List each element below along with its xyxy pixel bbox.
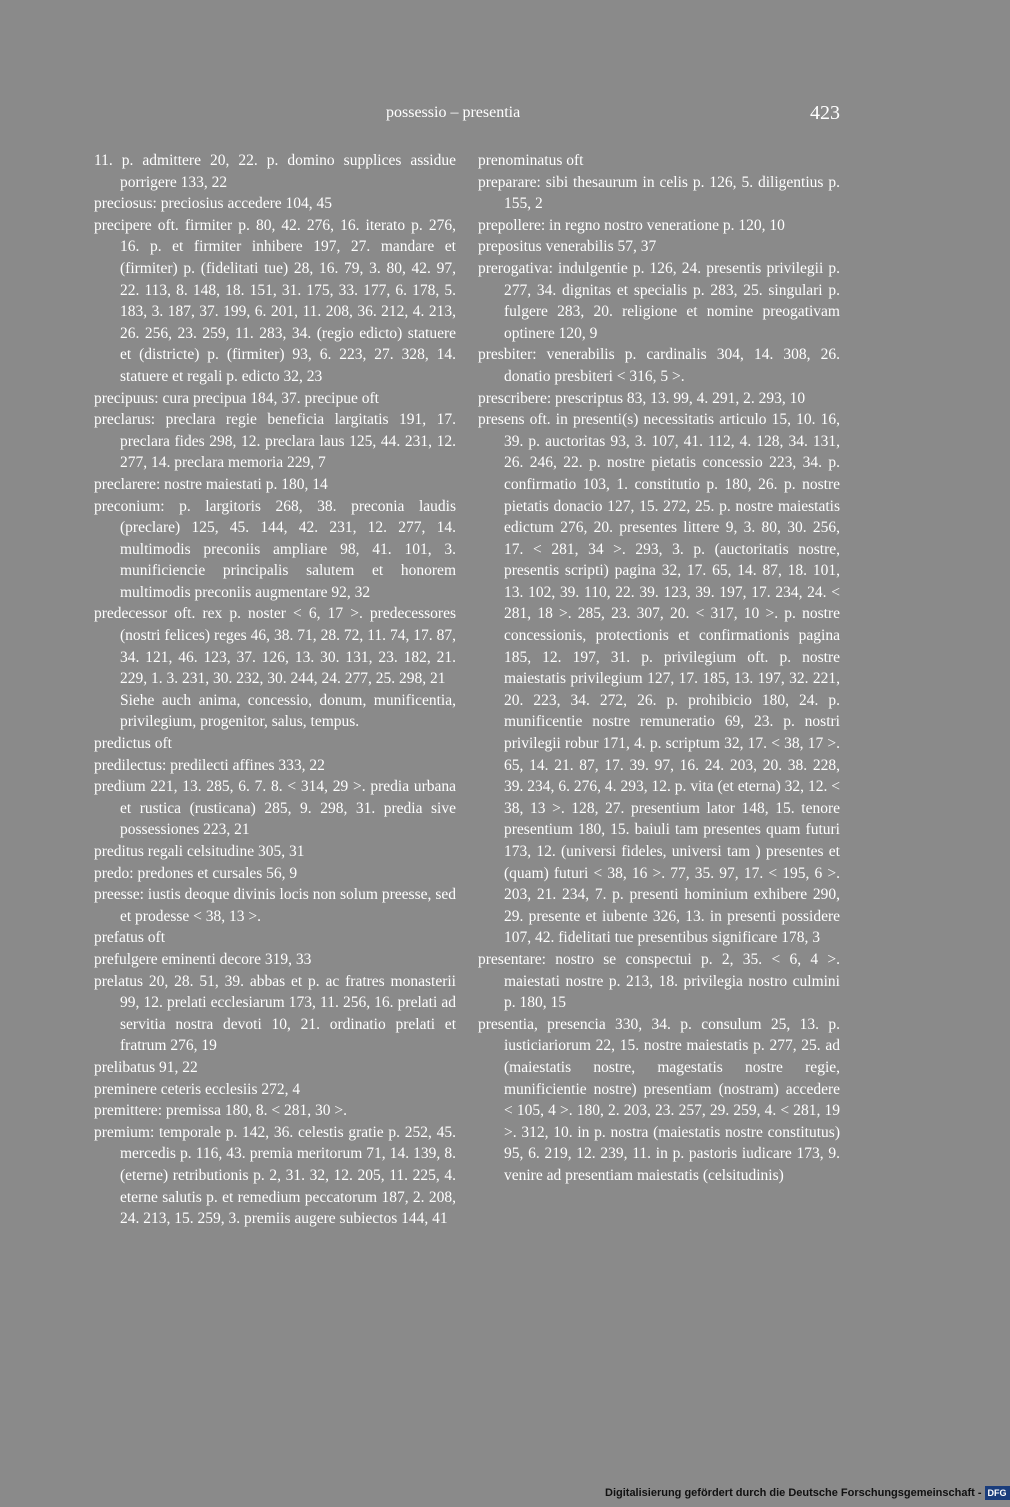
index-entry: preesse: iustis deoque divinis locis non solum preesse, sed et prodesse < 38, 13 >. (94, 886, 456, 925)
index-entry: predecessor oft. rex p. noster < 6, 17 >. predecessores (nostri felices) reges 46, 38. 71, 28. 72, 11. 74, 17. 87, 34. 121, 46. 123, 37. 126, 13. 30. 131, 23. 182, 21. 229, 1. 3. 231, 30. 232, 30. 244, 24. 277, 25. 298, 21 (94, 605, 456, 688)
funding-credit (605, 1485, 1007, 1501)
index-entry: preditus regali celsitudine 305, 31 (94, 843, 305, 860)
index-entry: preclarere: nostre maiestati p. 180, 14 (94, 475, 328, 493)
index-entry: prelatus 20, 28. 51, 39. abbas et p. ac fratres monasterii 99, 12. prelati ecclesiarum 173, 11. 256, 16. prelati ad servitia nostra devoti 10, 21. ordinatio prelati et fratrum 276, 19 (94, 972, 456, 1055)
running-head: possessio – presentia (386, 104, 521, 121)
index-entry: presbiter: venerabilis p. cardinalis 304, 14. 308, 26. donatio presbiteri < 316, 5 >. (478, 346, 840, 385)
index-entry: preminere ceteris ecclesiis 272, 4 (94, 1080, 301, 1098)
index-entry: preclarus: preclara regie beneficia largitatis 191, 17. preclara fides 298, 12. preclara laus 125, 44. 231, 12. 277, 14. preclara memoria 229, 7 (94, 411, 456, 472)
index-entry: predo: predones et cursales 56, 9 (94, 864, 298, 882)
index-entry: prefatus oft (94, 929, 166, 947)
index-entry: predictus oft (94, 735, 172, 753)
index-entry: 11. p. admittere 20, 22. p. domino supplices assidue porrigere 133, 22 (94, 152, 456, 191)
page-number: 423 (810, 102, 840, 124)
dfg-logo-icon: DFG (985, 1486, 1010, 1500)
index-entry: prenominatus oft (478, 152, 584, 169)
index-entry: precipuus: cura precipua 184, 37. precipue oft (94, 389, 379, 407)
index-entry: prepollere: in regno nostro veneratione p. 120, 10 (478, 216, 785, 234)
index-entry: preciosus: preciosius accedere 104, 45 (94, 195, 333, 213)
index-entry: prefulgere eminenti decore 319, 33 (94, 950, 312, 968)
index-entry: premium: temporale p. 142, 36. celestis gratie p. 252, 45. mercedis p. 116, 43. premia meritorum 71, 14. 139, 8. (eterne) retributionis p. 2, 31. 32, 12. 205, 11. 225, 4. eterne salutis p. et remedium peccatorum 187, 2. 208, 24. 213, 15. 259, 3. premiis augere subiectos 144, 41 (94, 1123, 456, 1228)
index-entry: prescribere: prescriptus 83, 13. 99, 4. 291, 2. 293, 10 (478, 389, 806, 407)
index-entry: prepositus venerabilis 57, 37 (478, 238, 657, 256)
index-column-right (478, 150, 840, 1187)
see-also-note: Siehe auch anima, concessio, donum, munificentia, privilegium, progenitor, salus, tempus. (120, 691, 456, 731)
funding-credit-text: Digitalisierung gefördert durch die Deutsche Forschungsgemeinschaft - (605, 1487, 982, 1499)
index-entry: prelibatus 91, 22 (94, 1058, 198, 1076)
index-entry: predilectus: predilecti affines 333, 22 (94, 756, 325, 774)
index-column-left (94, 150, 456, 1230)
index-entry: presens oft. in presenti(s) necessitatis articulo 15, 10. 16, 39. p. auctoritas 93, 3. 107, 41. 112, 4. 128, 34. 131, 26. 246, 22. p. nostre pietatis concessio 223, 34. p. confirmatio 103, 1. constitutio p. 180, 26. p. nostre pietatis donacio 127, 15. 272, 25. p. nostre maiestatis edictum 276, 20. presentes littere 9, 3. 80, 30. 256, 17. < 281, 34 >. 293, 3. p. (auctoritatis nostre, presentis scripti) pagina 32, 17. 65, 14. 87, 18. 101, 13. 102, 39. 110, 22. 39. 123, 39. 197, 17. 234, 24. < 281, 18 >. 285, 23. 307, 20. < 317, 10 >. p. nostre concessionis, protectionis et confirmationis pagina 185, 12. 197, 31. p. privilegium oft. p. nostre maiestatis privilegium 127, 17. 185, 13. 197, 32. 221, 20. 223, 34. 272, 26. p. prohibicio 180, 24. p. munificentie nostre remuneratio 69, 23. p. nostri privilegii robur 171, 4. p. scriptum 32, 17. < 38, 17 >. 65, 14. 21. 87, 17. 39. 97, 16. 24. 203, 20. 38. 228, 39. 234, 6. 276, 4. 293, 12. p. vita (et eterna) 32, 12. < 38, 13 >. 128, 27. presentium lator 148, 15. tenore presentium 180, 15. baiuli tam presentes quam futuri 173, 12. (universi fideles, universi tam ) presentes et (quam) futuri < 38, 16 >. 77, 35. 97, 17. < 195, 6 >. 203, 21. 234, 7. p. presenti hominium exhibere 290, 29. presente et iubente 326, 13. in presenti possidere 107, 42. fidelitati tue presentibus significare 178, 3 (478, 411, 840, 947)
index-entry: premittere: premissa 180, 8. < 281, 30 >. (94, 1102, 347, 1120)
index-entry: preconium: p. largitoris 268, 38. preconia laudis (preclare) 125, 45. 144, 42. 231, 12. 277, 14. multimodis preconiis ampliare 98, 41. 101, 3. munificiencie principalis salutem et honorem multimodis preconiis augmentare 92, 32 (94, 497, 456, 601)
index-entry: preparare: sibi thesaurum in celis p. 126, 5. diligentius p. 155, 2 (478, 173, 840, 213)
index-entry: precipere oft. firmiter p. 80, 42. 276, 16. iterato p. 276, 16. p. et firmiter inhibere 197, 27. mandare et (firmiter) p. (fidelitati tue) 28, 16. 79, 3. 80, 42. 97, 22. 113, 8. 148, 18. 151, 31. 175, 33. 177, 6. 178, 5. 183, 3. 187, 37. 199, 6. 201, 11. 208, 36. 212, 4. 213, 26. 256, 23. 259, 11. 283, 34. (regio edicto) statuere et (districte) p. (firmiter) 93, 6. 223, 27. 328, 14. statuere et regali p. edicto 32, 23 (94, 216, 456, 385)
index-entry: prerogativa: indulgentie p. 126, 24. presentis privilegii p. 277, 34. dignitas et specialis p. 283, 25. singulari p. fulgere 283, 20. religione et nomine preogativam optinere 120, 9 (478, 259, 840, 342)
index-entry: presentia, presencia 330, 34. p. consulum 25, 13. p. iusticiariorum 22, 15. nostre maiestatis p. 277, 25. ad (maiestatis nostre, magestatis nostre regie, munificientie nostre) presentiam (nostram) accedere < 105, 4 >. 180, 2. 203, 23. 257, 29. 259, 4. < 281, 19 >. 312, 10. in p. nostra (maiestatis nostre constitutus) 95, 6. 219, 12. 239, 11. in p. pastoris iudicare 173, 9. venire ad presentiam maiestatis (celsitudinis) (478, 1015, 840, 1184)
index-entry: presentare: nostro se conspectui p. 2, 35. < 6, 4 >. maiestati nostre p. 213, 18. privilegia nostro culmini p. 180, 15 (478, 950, 840, 1012)
index-entry: predium 221, 13. 285, 6. 7. 8. < 314, 29 >. predia urbana et rustica (rusticana) 285, 9. 298, 31. predia sive possessiones 223, 21 (94, 778, 456, 839)
